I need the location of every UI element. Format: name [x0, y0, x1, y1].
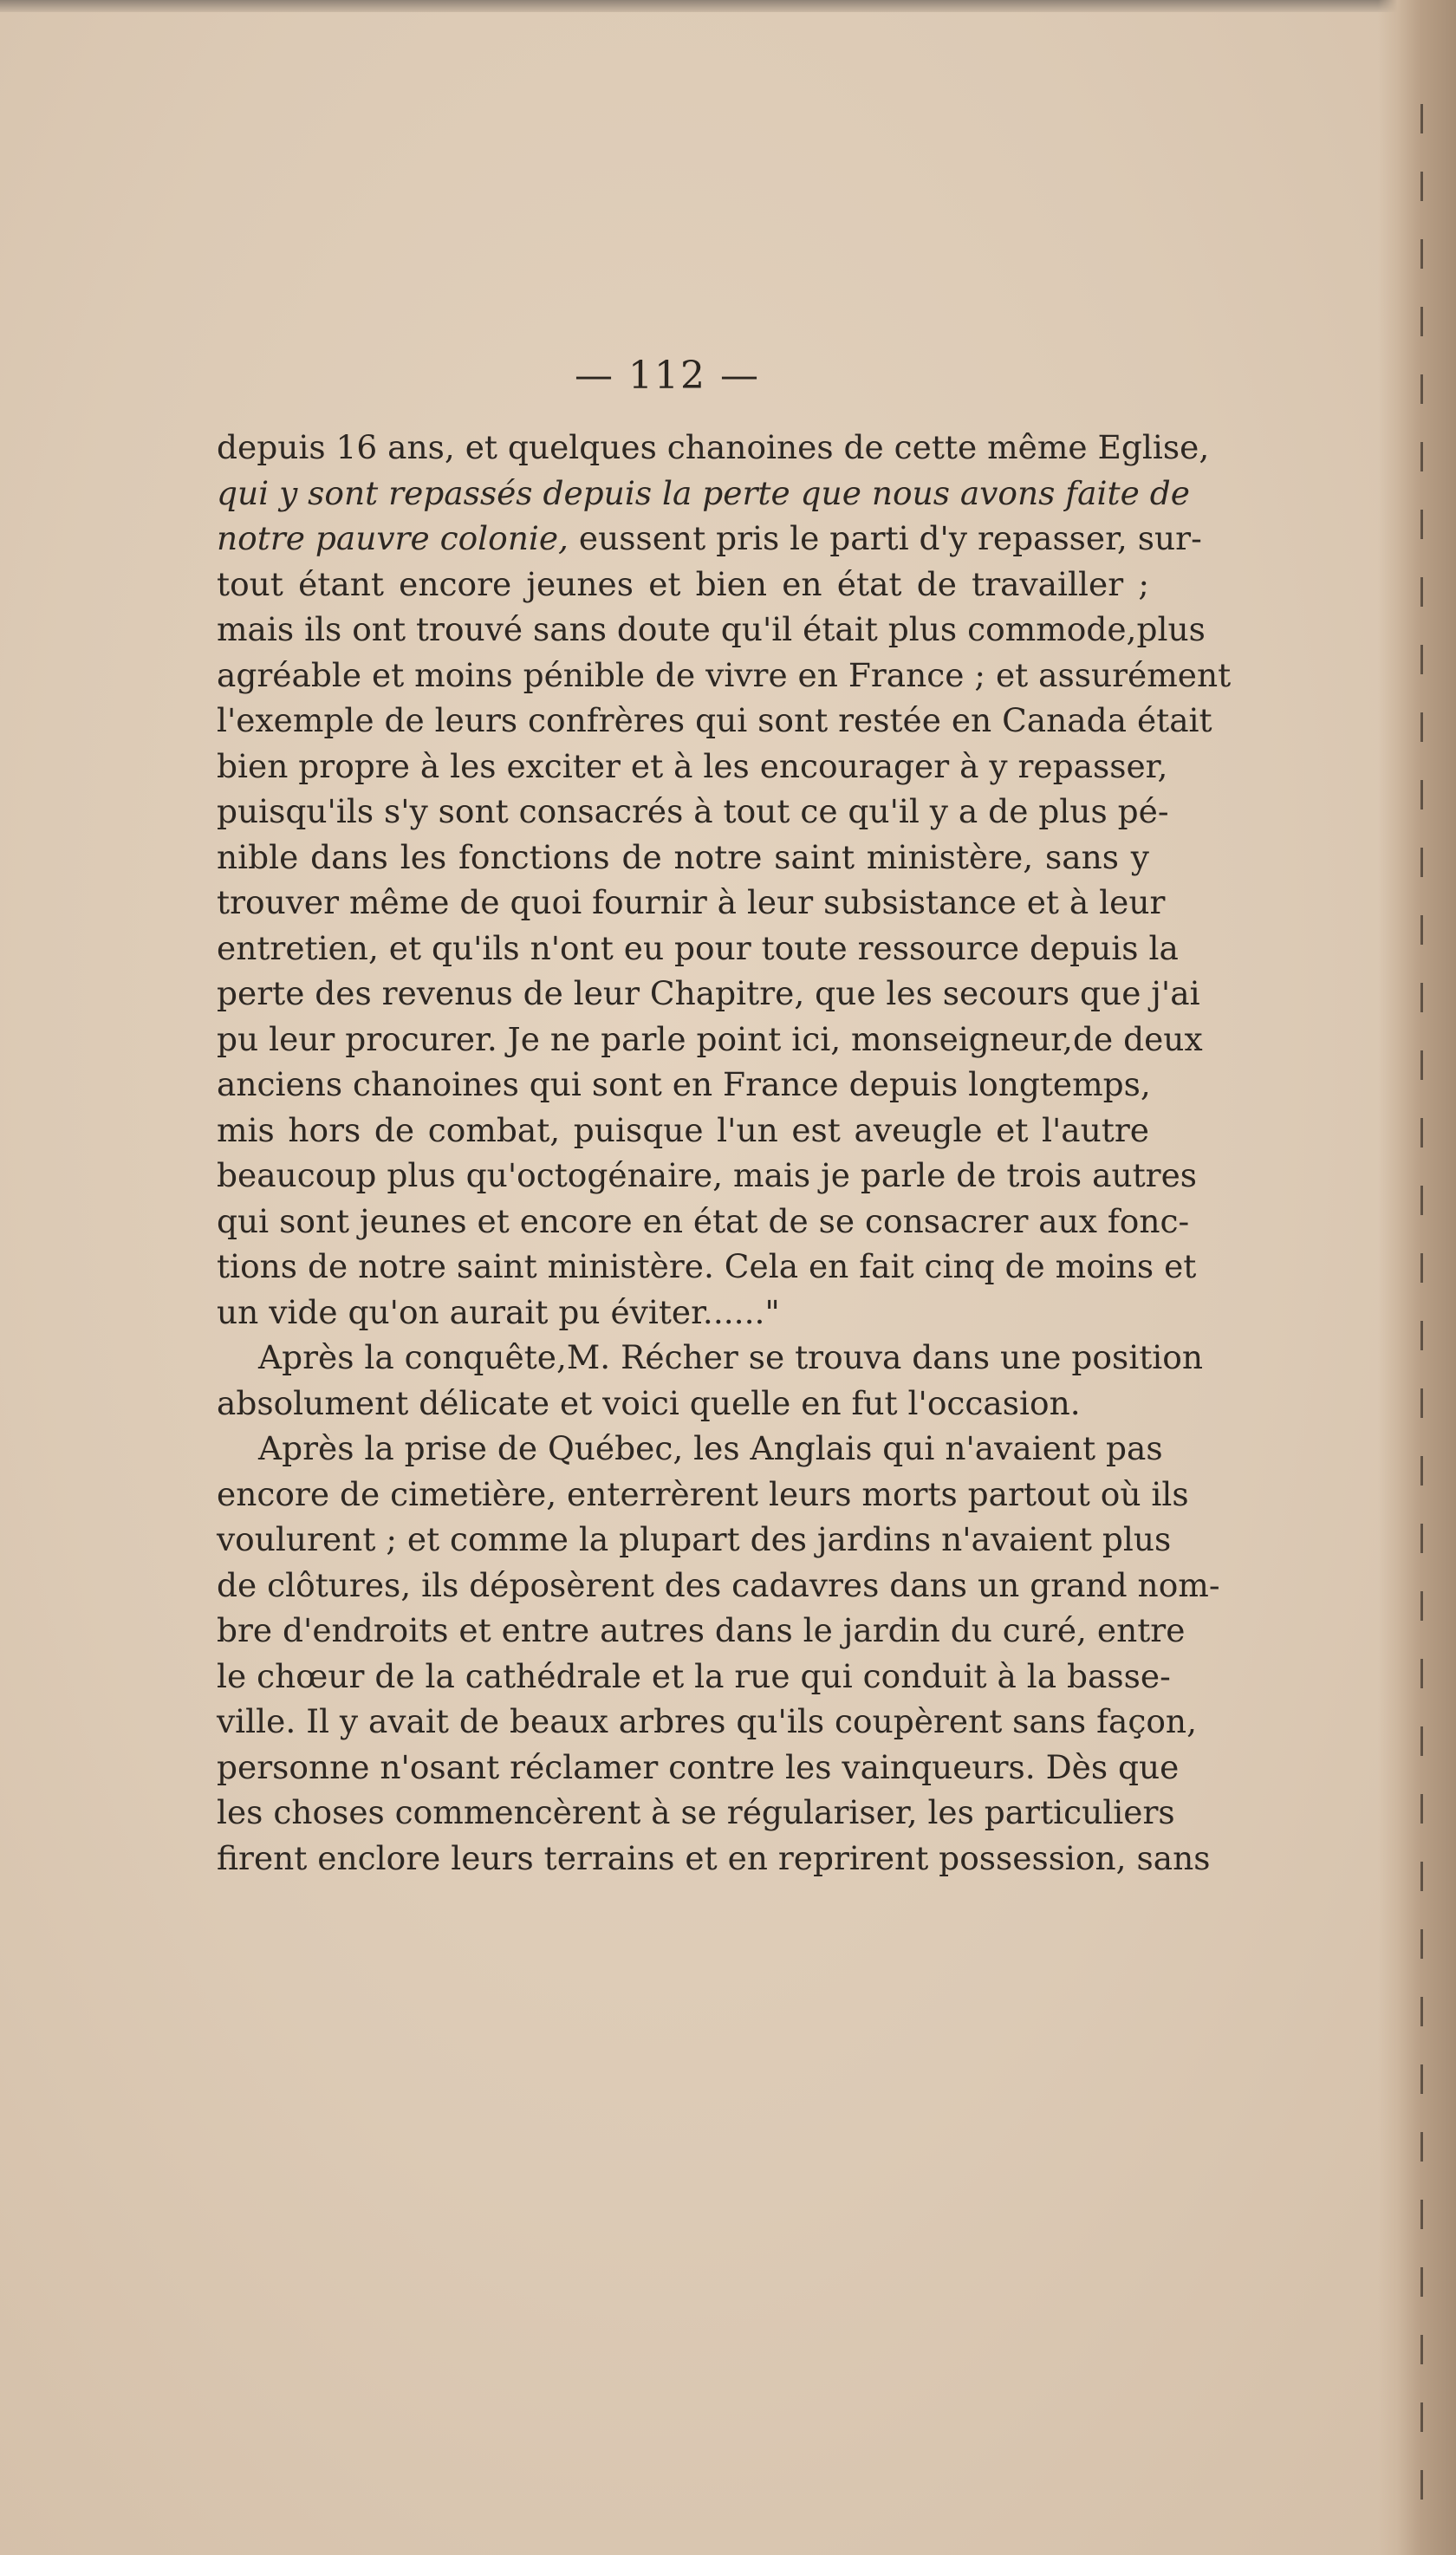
stitch-mark: [1420, 1388, 1423, 1418]
text-run: trouver même de quoi fournir à leur subsistance et à leur: [217, 883, 1166, 921]
text-run: mais ils ont trouvé sans doute qu'il était plus commode,plus: [217, 610, 1206, 648]
text-line: [217, 607, 1206, 653]
text-line: [217, 1017, 1203, 1063]
text-line: [217, 1472, 1189, 1518]
stitch-mark: [1420, 442, 1423, 471]
text-line: [217, 1517, 1172, 1563]
text-run: tions de notre saint ministère. Cela en fait cinq de moins et: [217, 1247, 1197, 1285]
stitch-mark: [1420, 577, 1423, 607]
text-line: [217, 1335, 1204, 1381]
stitch-mark: [1420, 1997, 1423, 2026]
text-run: l'exemple de leurs confrères qui sont restée en Canada était: [217, 701, 1212, 739]
text-line: [217, 1699, 1197, 1745]
text-line: [217, 516, 1202, 562]
text-run: Après la prise de Québec, les Anglais qui n'avaient pas: [258, 1429, 1163, 1467]
text-line: [217, 1836, 1211, 1882]
text-run: anciens chanoines qui sont en France depuis longtemps,: [217, 1065, 1151, 1103]
stitch-mark: [1420, 510, 1423, 539]
text-run: agréable et moins pénible de vivre en France ; et assurément: [217, 655, 1232, 694]
italic-text-run: notre pauvre colonie,: [217, 519, 569, 557]
stitch-mark: [1420, 1524, 1423, 1553]
text-run: perte des revenus de leur Chapitre, que les secours que j'ai: [217, 974, 1200, 1012]
stitch-mark: [1420, 2200, 1423, 2229]
text-run: les choses commencèrent à se régulariser, les particuliers: [217, 1793, 1175, 1831]
text-run: le chœur de la cathédrale et la rue qui conduit à la basse-: [217, 1656, 1171, 1695]
text-run: puisqu'ils s'y sont consacrés à tout ce qu'il y a de plus pé-: [217, 792, 1169, 830]
text-line: [217, 1790, 1175, 1836]
text-line: [217, 1199, 1190, 1245]
text-run: firent enclore leurs terrains et en reprirent possession, sans: [217, 1838, 1211, 1877]
stitch-mark: [1420, 645, 1423, 674]
stitch-mark: [1420, 104, 1423, 133]
text-run: de clôtures, ils déposèrent des cadavres dans un grand nom-: [217, 1565, 1220, 1604]
text-line: [217, 971, 1200, 1017]
stitch-mark: [1420, 1186, 1423, 1215]
stitch-mark: [1420, 2470, 1423, 2500]
stitch-mark: [1420, 239, 1423, 269]
text-run: encore de cimetière, enterrèrent leurs morts partout où ils: [217, 1474, 1189, 1513]
text-line: [217, 1153, 1198, 1199]
text-line: [217, 1381, 1149, 1427]
text-run: nible dans les fonctions de notre saint ministère, sans y: [217, 837, 1149, 876]
stitch-mark: [1420, 712, 1423, 742]
text-line: [217, 425, 1210, 471]
stitch-mark: [1420, 1659, 1423, 1688]
text-run: bien propre à les exciter et à les encourager à y repasser,: [217, 746, 1168, 785]
text-line: [217, 471, 1190, 517]
stitch-mark: [1420, 915, 1423, 945]
stitch-mark: [1420, 2402, 1423, 2432]
text-line: [217, 1608, 1186, 1654]
text-run: personne n'osant réclamer contre les vainqueurs. Dès que: [217, 1747, 1180, 1786]
text-line: [217, 789, 1169, 835]
text-line: [217, 1244, 1197, 1290]
stitch-mark: [1420, 1591, 1423, 1621]
stitch-mark: [1420, 1862, 1423, 1891]
text-run: mis hors de combat, puisque l'un est aveugle et l'autre: [217, 1110, 1149, 1149]
text-line: [217, 1290, 1149, 1336]
text-line: [217, 562, 1149, 608]
stitch-mark: [1420, 1050, 1423, 1080]
stitch-mark: [1420, 374, 1423, 404]
text-run: depuis 16 ans, et quelques chanoines de cette même Eglise,: [217, 428, 1210, 466]
stitch-mark: [1420, 2064, 1423, 2094]
page-top-edge: [0, 0, 1456, 12]
page-number: — 112 —: [575, 354, 760, 398]
text-run: Après la conquête,M. Récher se trouva dans une position: [258, 1338, 1204, 1376]
text-line: [217, 1654, 1171, 1700]
stitch-mark: [1420, 172, 1423, 201]
text-run: ville. Il y avait de beaux arbres qu'ils coupèrent sans façon,: [217, 1702, 1197, 1740]
stitch-mark: [1420, 1929, 1423, 1959]
page-binding-edge: [1378, 0, 1456, 2555]
stitch-mark: [1420, 1253, 1423, 1283]
text-run: absolument délicate et voici quelle en fut l'occasion.: [217, 1383, 1081, 1422]
italic-text-run: qui y sont repassés depuis la perte que nous avons faite de: [217, 473, 1190, 512]
text-line: [217, 744, 1168, 790]
text-run: beaucoup plus qu'octogénaire, mais je parle de trois autres: [217, 1156, 1198, 1194]
text-line: [217, 1108, 1149, 1154]
text-run: qui sont jeunes et encore en état de se consacrer aux fonc-: [217, 1201, 1190, 1240]
stitch-mark: [1420, 1456, 1423, 1486]
text-run: voulurent ; et comme la plupart des jardins n'avaient plus: [217, 1520, 1172, 1558]
stitch-mark: [1420, 2335, 1423, 2364]
stitch-mark: [1420, 1118, 1423, 1147]
stitch-mark: [1420, 2267, 1423, 2297]
text-run: entretien, et qu'ils n'ont eu pour toute ressource depuis la: [217, 928, 1179, 967]
stitch-mark: [1420, 1794, 1423, 1824]
stitch-mark: [1420, 848, 1423, 877]
text-line: [217, 653, 1232, 699]
body-text: [217, 425, 1232, 1881]
stitch-mark: [1420, 2132, 1423, 2162]
text-line: [217, 1563, 1220, 1609]
text-line: [217, 1745, 1180, 1791]
stitch-mark: [1420, 983, 1423, 1012]
text-run: tout étant encore jeunes et bien en état de travailler ;: [217, 564, 1149, 603]
stitch-mark: [1420, 1726, 1423, 1756]
text-line: [217, 880, 1166, 926]
text-line: [217, 698, 1212, 744]
text-run: bre d'endroits et entre autres dans le jardin du curé, entre: [217, 1611, 1186, 1649]
text-line: [217, 835, 1149, 881]
text-run: un vide qu'on aurait pu éviter......": [217, 1292, 780, 1331]
text-line: [217, 1426, 1163, 1472]
text-line: [217, 926, 1179, 972]
text-run: eussent pris le parti d'y repasser, sur-: [568, 519, 1202, 557]
text-run: pu leur procurer. Je ne parle point ici, monseigneur,de deux: [217, 1019, 1203, 1058]
stitch-mark: [1420, 780, 1423, 809]
text-line: [217, 1062, 1149, 1108]
stitch-mark: [1420, 1321, 1423, 1350]
stitch-mark: [1420, 307, 1423, 336]
